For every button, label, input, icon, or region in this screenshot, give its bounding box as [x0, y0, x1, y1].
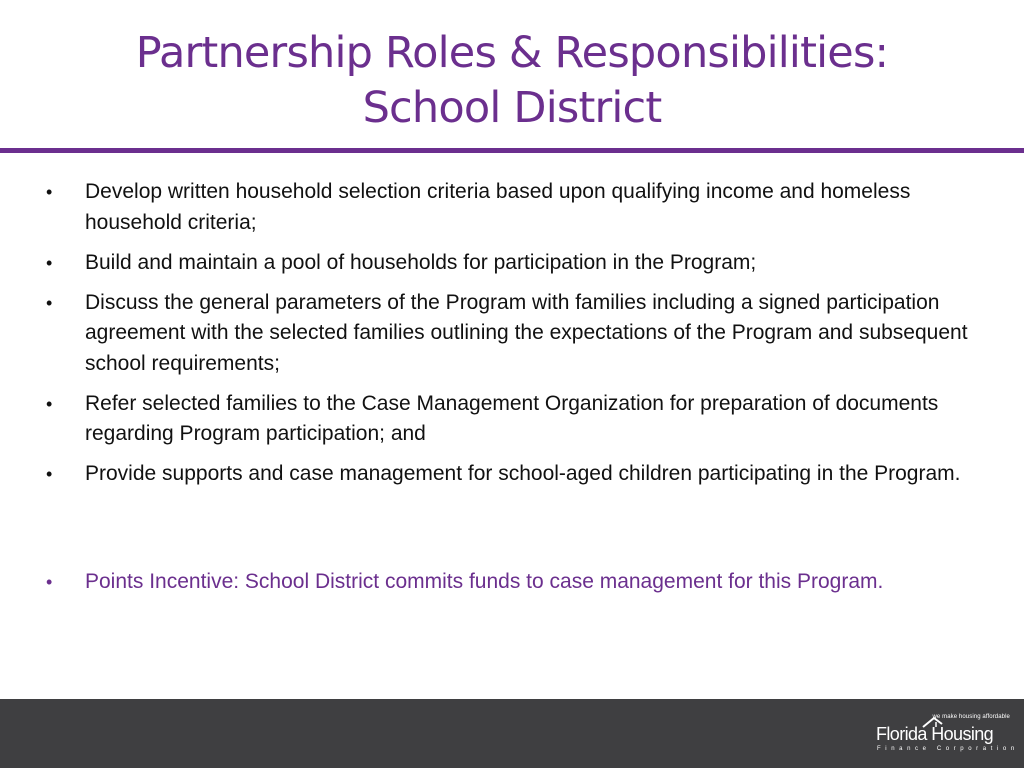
logo-subtitle: Finance Corporation [877, 746, 1019, 752]
logo-tagline: we make housing affordable [932, 714, 1010, 720]
florida-housing-logo [876, 711, 1019, 757]
list-item [44, 459, 984, 490]
points-incentive [44, 567, 984, 598]
list-item [44, 288, 984, 380]
list-item [44, 389, 984, 450]
bullet-icon: • [46, 464, 53, 484]
title-divider [0, 148, 1024, 153]
list-item [44, 248, 984, 279]
list-item-text: Develop written household selection criteria based upon qualifying income and homeless household criteria; [85, 180, 911, 234]
list-item-text: Discuss the general parameters of the Program with families including a signed participation agreement with the selected families outlining the expectations of the Program and subsequent school requirements; [85, 290, 968, 375]
points-incentive-text: Points Incentive: School District commits funds to case management for this Program. [85, 570, 884, 593]
slide-title-line-2: School District [362, 83, 662, 133]
list-item-text: Refer selected families to the Case Management Organization for preparation of documents regarding Program participation; and [85, 391, 939, 445]
bullet-icon: • [46, 572, 53, 592]
footer-bar [0, 699, 1024, 768]
list-item-text: Build and maintain a pool of households for participation in the Program; [85, 250, 757, 274]
bullet-icon: • [46, 292, 53, 313]
list-item [44, 177, 984, 238]
responsibilities-list [44, 177, 984, 499]
slide-title [0, 26, 1024, 136]
slide-title-line-1: Partnership Roles & Responsibilities: [135, 28, 889, 78]
list-item-text: Provide supports and case management for school-aged children participating in the Program. [85, 462, 961, 485]
bullet-icon: • [46, 182, 53, 202]
bullet-icon: • [46, 393, 53, 414]
bullet-icon: • [46, 252, 53, 273]
logo-name: Florida Housing [876, 724, 994, 744]
